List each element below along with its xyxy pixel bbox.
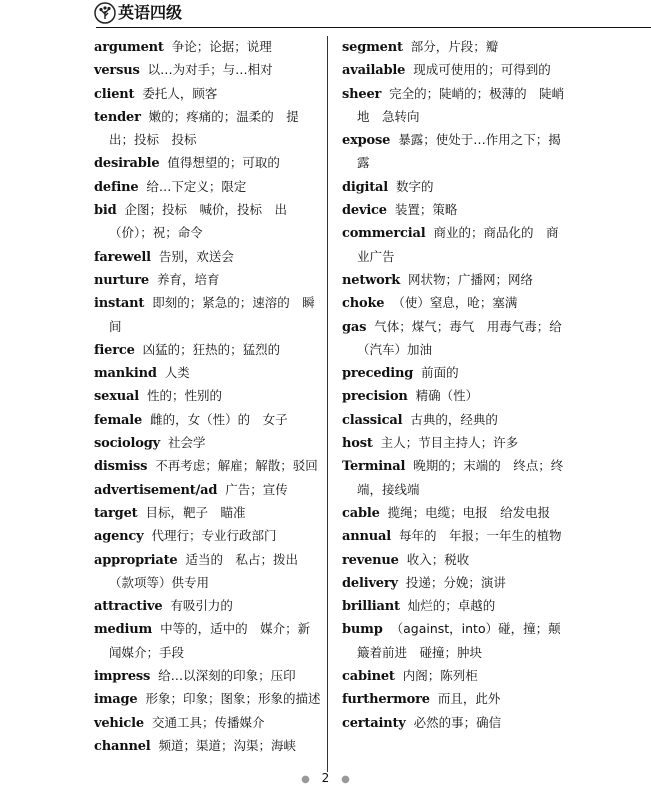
vocab-word: gas [342,319,367,335]
vocab-definition: （against，into）碰，撞；颠簸着前进 碰撞；肿块 [357,621,561,660]
vocab-entry [94,502,322,525]
vocab-entry [94,665,322,688]
vocab-word: host [342,436,373,452]
vocab-definition: 数字的 [396,178,434,194]
vocab-definition: 人类 [164,365,190,381]
vocab-definition: 前面的 [421,365,459,381]
vocab-word: cable [342,505,380,521]
vocab-entry [94,83,322,106]
vocab-word: brilliant [342,599,400,615]
vocab-word: female [94,412,143,428]
vocab-definition: 代理行；专业行政部门 [151,528,277,544]
vocab-definition: 凶猛的；狂热的；猛烈的 [142,341,281,357]
vocab-entry [342,199,570,222]
vocab-definition: 必然的事；确信 [413,714,502,730]
vocab-word: farewell [94,249,151,265]
vocab-word: appropriate [94,552,178,568]
vocab-definition: 给…下定义；限定 [146,178,247,194]
vocab-entry [94,269,322,292]
vocab-word: nurture [94,272,149,288]
vocab-entry [94,362,322,385]
vocab-entry [342,712,570,735]
vocab-entry [342,83,570,130]
vocab-entry [94,176,322,199]
vocab-entry [94,735,322,758]
vocab-word: desirable [94,156,160,172]
vocab-entry [342,269,570,292]
vocab-entry [342,409,570,432]
vocab-entry [342,59,570,82]
vocab-word: tender [94,109,141,125]
vocab-definition: 暴露；使处于…作用之下；揭露 [357,132,561,171]
vocab-word: bump [342,622,383,638]
vocab-definition: 以…为对手；与…相对 [147,62,273,78]
vocab-word: revenue [342,552,399,568]
vocab-entry [342,432,570,455]
vocab-definition: 给…以深刻的印象；压印 [158,668,296,684]
header-rule [96,27,651,28]
vocab-definition: 目标，靶子 瞄准 [145,504,246,520]
vocab-word: Terminal [342,459,406,475]
vocab-definition: 现成可使用的；可得到的 [413,62,551,78]
vocab-definition: 即刻的；紧急的；速溶的 瞬间 [109,295,315,334]
vocab-entry [94,595,322,618]
vocab-definition: 中等的，适中的 媒介；新闻媒介；手段 [109,621,311,660]
vocab-entry [342,36,570,59]
vocab-entry [342,688,570,711]
book-title: 英语四级 [118,3,183,22]
vocab-word: versus [94,63,140,79]
vocab-word: furthermore [342,692,430,708]
vocab-word: available [342,63,406,79]
vocab-word: fierce [94,342,135,358]
vocab-entry [94,712,322,735]
vocab-definition: （使）窒息，呛；塞满 [392,295,518,311]
vocab-word: sexual [94,389,139,405]
vocab-entry [342,222,570,269]
vocab-definition: 商业的；商品化的 商业广告 [357,225,559,264]
vocab-definition: 气体；煤气；毒气 用毒气毒；给（汽车）加油 [357,318,562,357]
vocab-entry [342,525,570,548]
vocab-definition: 完全的；陡峭的；极薄的 陡峭地 急转向 [357,85,565,124]
vocab-entry [94,479,322,502]
vocab-word: vehicle [94,715,144,731]
vocab-definition: 精确（性） [415,388,479,404]
vocab-word: segment [342,40,403,55]
vocab-word: precision [342,389,408,405]
vocab-entry [94,199,322,246]
vocab-entry [94,246,322,269]
vocab-word: advertisement/ad [94,482,218,498]
vocab-word: classical [342,412,403,428]
vocab-word: attractive [94,599,163,615]
vocab-word: dismiss [94,459,148,475]
vocab-definition: 企图；投标 喊价，投标 出（价）；祝；命令 [109,202,288,241]
vocab-word: annual [342,529,391,545]
page-footer [0,771,651,787]
footer-dot: ● [301,774,310,785]
vocab-word: sheer [342,86,382,102]
vocab-entry [342,455,570,502]
vocab-definition: 社会学 [167,435,206,451]
vocab-definition: 装置；策略 [394,202,458,218]
vocab-entry [342,549,570,572]
vocab-word: target [94,505,138,521]
vocab-definition: 主人；节目主持人；许多 [380,435,519,451]
vocab-entry [342,595,570,618]
vocab-word: agency [94,529,144,545]
vocab-word: device [342,203,387,219]
vocab-entry [342,665,570,688]
vocab-definition: 委托人，顾客 [142,85,218,101]
vocab-entry [94,292,322,339]
vocab-entry [342,362,570,385]
vocab-definition: 交通工具；传播媒介 [151,714,265,730]
vocab-definition: 灿烂的；卓越的 [407,598,496,614]
vocab-entry [94,409,322,432]
vocab-entry [94,525,322,548]
vocab-word: client [94,86,135,102]
vocab-definition: 有吸引力的 [170,598,233,614]
vocab-word: delivery [342,575,398,591]
left-column [94,36,322,758]
vocab-definition: 网状物；广播网；网络 [408,271,534,287]
vocab-entry [94,106,322,153]
vocab-entry [94,59,322,82]
footer-dot: ● [341,774,350,785]
vocab-word: certainty [342,715,406,731]
vocab-word: network [342,272,401,288]
right-column [342,36,570,735]
column-divider [327,36,328,772]
vocab-word: bid [94,203,117,219]
vocab-entry [342,502,570,525]
vocab-entry [342,385,570,408]
vocab-word: preceding [342,366,414,382]
vocab-definition: 古典的，经典的 [410,411,498,427]
vocab-definition: 揽绳；电缆；电报 给发电报 [387,504,551,520]
vocab-entry [94,549,322,596]
vocab-entry [94,618,322,665]
vocab-entry [94,36,322,59]
page-number: 2 [321,771,330,785]
vocab-definition: 雌的，女（性）的 女子 [150,411,288,427]
vocab-definition: 晚期的；末端的 终点；终端，接线端 [357,458,564,497]
vocab-entry [342,618,570,665]
vocab-word: argument [94,40,164,55]
vocab-word: instant [94,296,145,312]
vocab-word: mankind [94,366,157,382]
vocab-word: image [94,692,138,708]
vocab-entry [94,152,322,175]
vocab-entry [342,176,570,199]
vocab-word: expose [342,133,391,149]
vocab-entry [94,432,322,455]
vocab-entry [94,339,322,362]
vocab-word: medium [94,622,153,638]
page-header [0,0,651,36]
vocab-entry [342,316,570,363]
vocab-entry [342,129,570,176]
tree-emblem-icon [94,2,116,24]
vocab-definition: 争论；论据；说理 [171,39,272,54]
vocab-entry [342,292,570,315]
vocab-entry [342,572,570,595]
vocab-word: impress [94,669,151,685]
vocab-definition: 而且，此外 [437,691,501,707]
vocab-entry [94,688,322,711]
vocab-word: choke [342,296,385,312]
vocab-definition: 投递；分娩；演讲 [405,574,506,590]
vocab-entry [94,455,322,478]
vocab-word: digital [342,179,389,195]
vocab-definition: 部分，片段；瓣 [410,39,499,54]
vocab-word: commercial [342,226,426,242]
vocab-definition: 频道；渠道；沟渠；海峡 [158,737,297,753]
vocab-definition: 适当的 私占；拨出（款项等）供专用 [109,551,299,590]
vocab-definition: 内阁；陈列柜 [402,668,478,684]
vocab-definition: 广告；宣传 [225,481,288,497]
vocab-definition: 养育，培育 [156,271,220,287]
vocab-word: cabinet [342,669,395,685]
vocab-definition: 收入；税收 [406,551,470,567]
vocab-definition: 不再考虑；解雇；解散；驳回 [155,458,318,474]
vocab-word: channel [94,738,151,754]
vocab-definition: 嫩的；疼痛的；温柔的 提出；投标 投标 [109,108,299,148]
vocab-word: define [94,179,139,195]
vocab-definition: 值得想望的；可取的 [167,155,280,171]
vocab-entry [94,385,322,408]
vocab-definition: 告别，欢送会 [158,248,234,264]
vocab-word: sociology [94,436,160,452]
vocab-definition: 形象；印象；图象；形象的描述 [145,691,321,707]
vocab-definition: 性的；性别的 [146,388,222,404]
vocab-definition: 每年的 年报；一年生的植物 [398,528,562,544]
